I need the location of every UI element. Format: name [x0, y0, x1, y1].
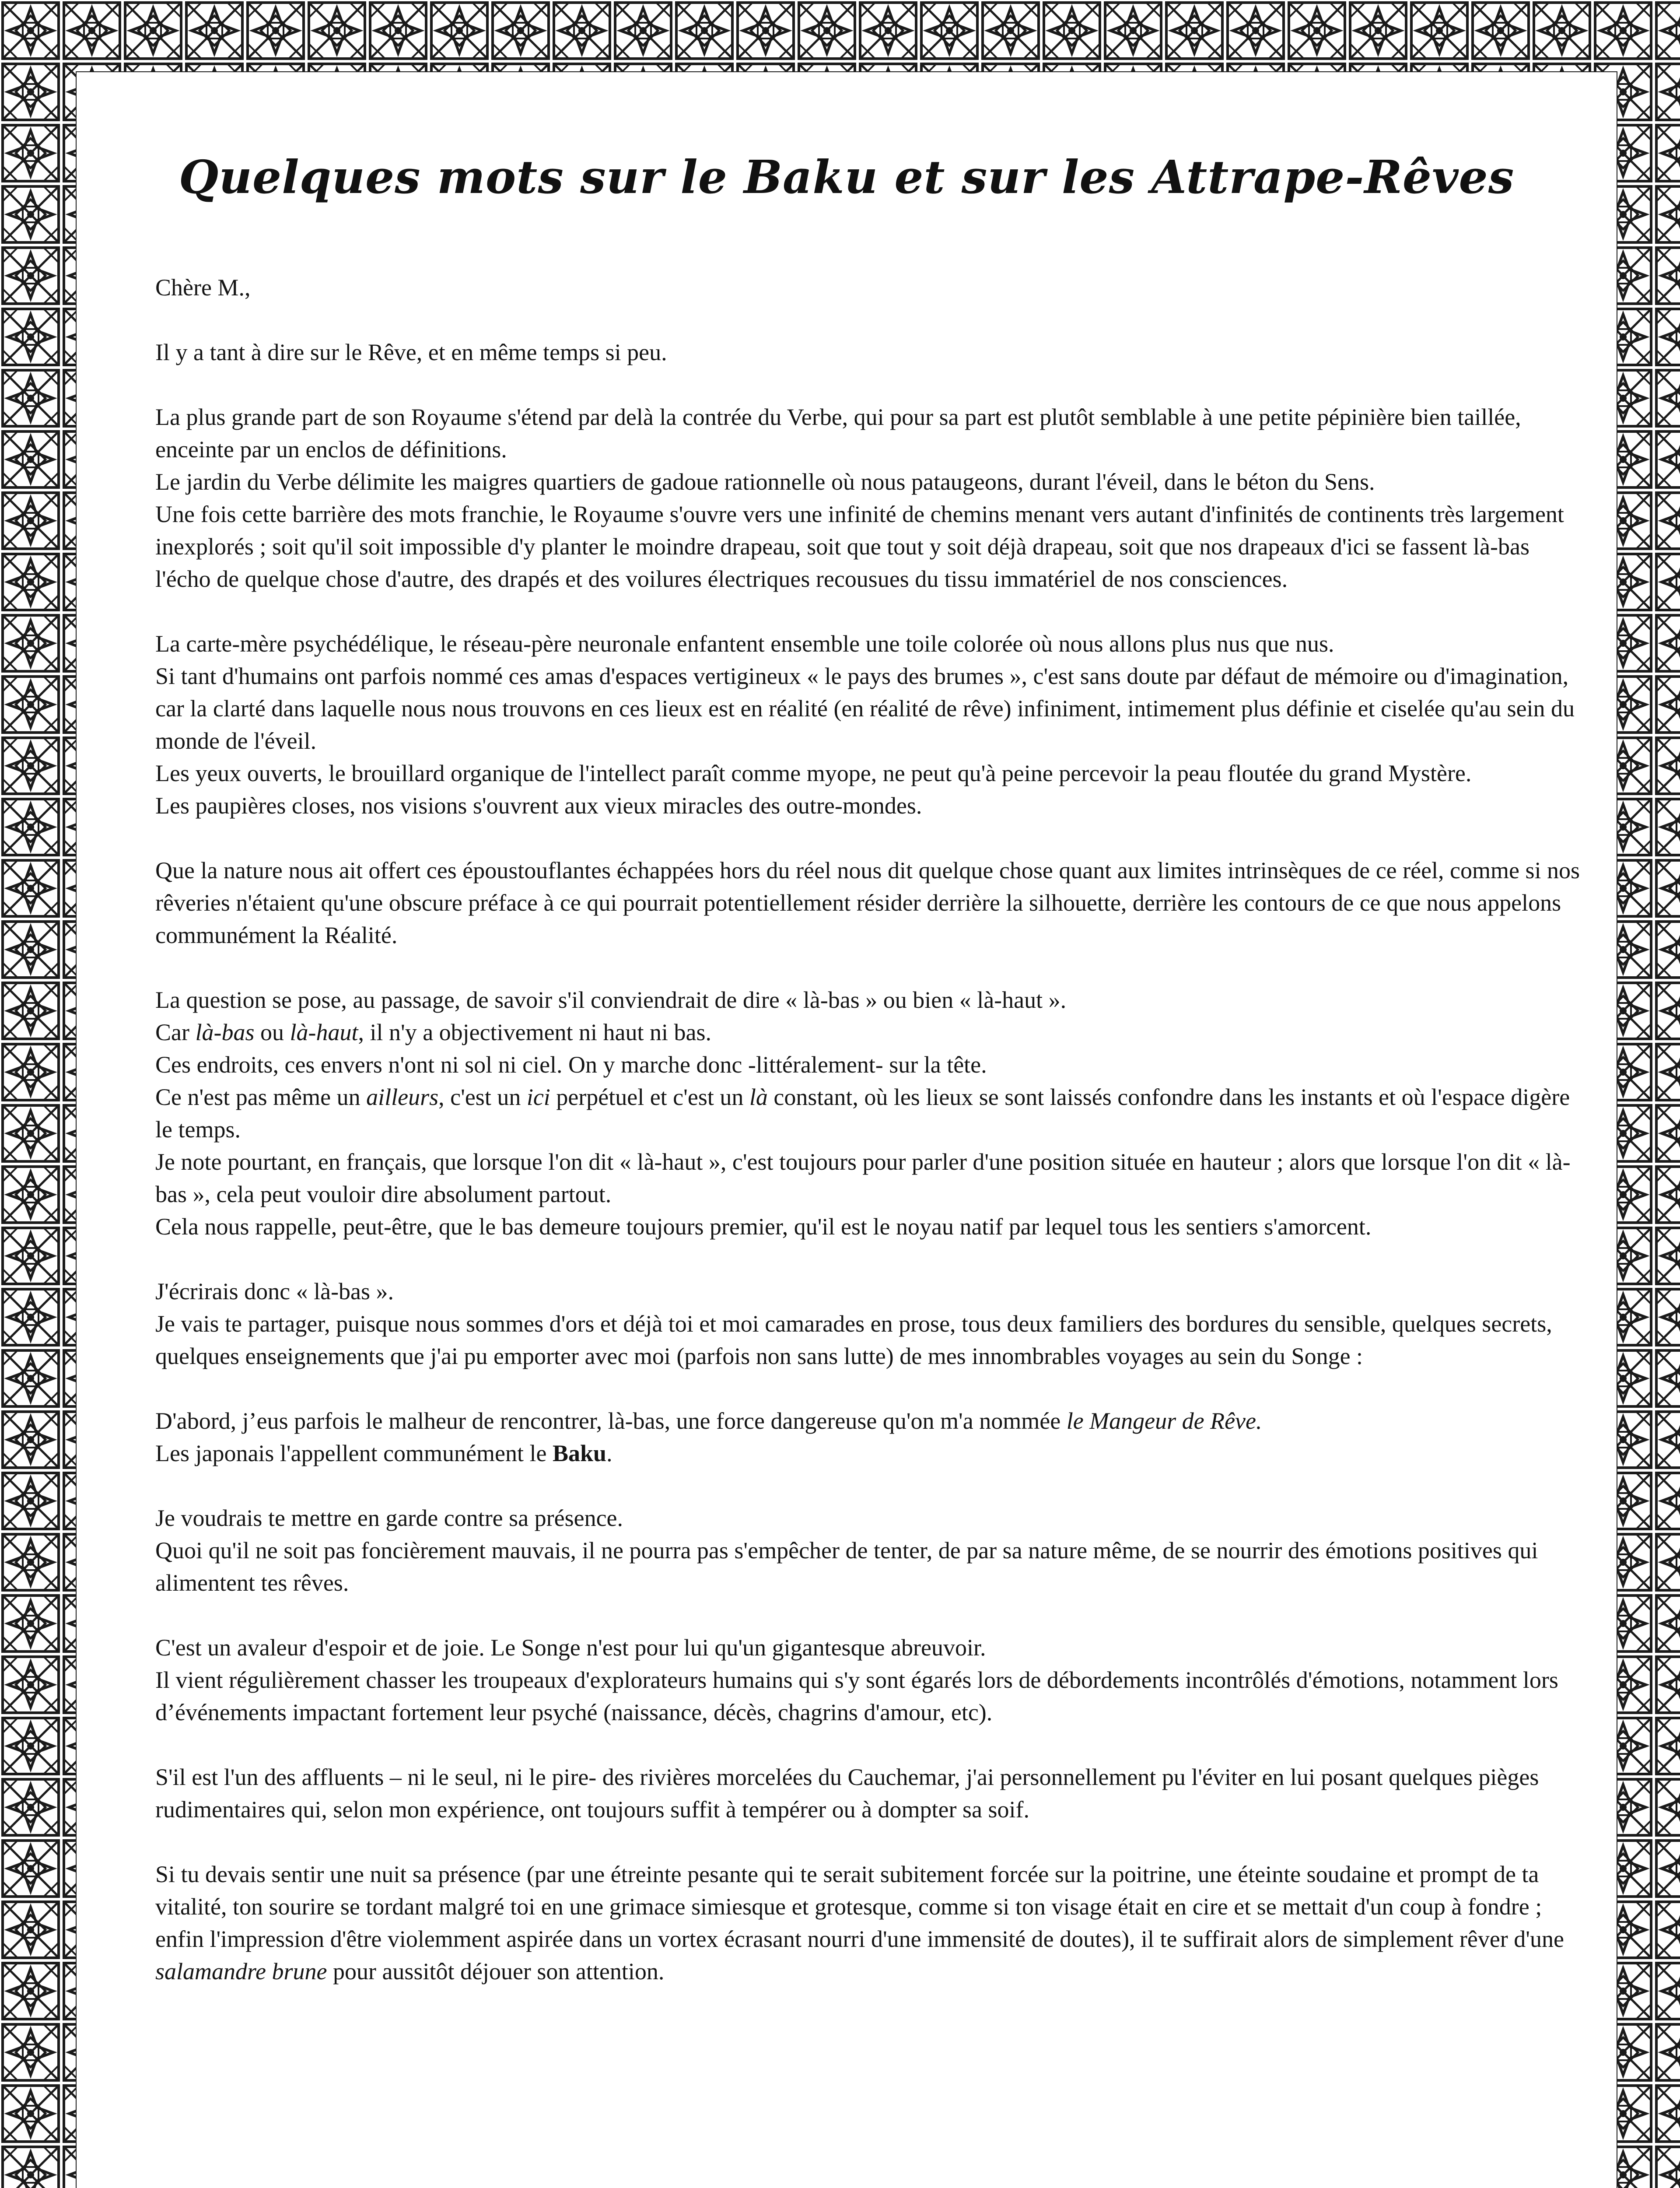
text-run: ou [254, 1019, 290, 1045]
greeting: Chère M., [155, 274, 251, 301]
paragraph-line: Il vient régulièrement chasser les troupeaux d'explorateurs humains qui s'y sont égarés lors de débordements incontrôlés d'émotions, notamment lors d’événements impactant fortement leur psyché (naissance, décès, chagrins d'amour, etc). [155, 1667, 1558, 1725]
letter-body [155, 271, 1582, 1988]
paragraph-line: La plus grande part de son Royaume s'étend par delà la contrée du Verbe, qui pour sa part est plutôt semblable à une petite pépinière bien taillée, enceinte par un enclos de définitions. [155, 404, 1521, 463]
document-title: Quelques mots sur le Baku et sur les Attrape-Rêves [178, 150, 1515, 204]
paragraph-line: Je note pourtant, en français, que lorsque l'on dit « là-haut », c'est toujours pour parler d'une position située en hauteur ; alors que lorsque l'on dit « là-bas », cela peut vouloir dire absolument partout. [155, 1149, 1571, 1207]
emphasis: salamandre brune [155, 1958, 327, 1985]
text-run: . [606, 1440, 612, 1466]
text-run: , il n'y a objectivement ni haut ni bas. [358, 1019, 712, 1045]
paragraph-line: Quoi qu'il ne soit pas foncièrement mauvais, il ne pourra pas s'empêcher de tenter, de par sa nature même, de se nourrir des émotions positives qui alimentent tes rêves. [155, 1537, 1538, 1596]
paragraph-line [155, 1858, 1582, 1988]
text-run: , c'est un [438, 1084, 527, 1110]
text-run: perpétuel et c'est un [550, 1084, 749, 1110]
text-run: Si tu devais sentir une nuit sa présence (par une étreinte pesante qui te serait subitement forcée sur la poitrine, une éteinte soudaine et prompt de ta vitalité, ton sourire se tordant malgré toi en une grimace simiesque et grotesque, comme si ton visage était en cire et se mettait d'un coup à fondre ; enfin l'impression d'être violemment aspirée dans un vortex écrasant nourri d'une immensité de doutes), il te suffirait alors de simplement rêver d'une [155, 1861, 1564, 1952]
emphasis: là [749, 1084, 768, 1110]
paragraph-line [155, 1437, 1582, 1469]
paragraph-line: Je voudrais te mettre en garde contre sa présence. [155, 1505, 623, 1531]
text-run: constant, où les lieux se sont laissés confondre dans les instants et où l'espace digère le temps. [155, 1084, 1570, 1143]
text-run: Les japonais l'appellent communément le [155, 1440, 553, 1466]
paragraph-intro: Il y a tant à dire sur le Rêve, et en même temps si peu. [155, 339, 667, 365]
paragraph-line: Les paupières closes, nos visions s'ouvrent aux vieux miracles des outre-mondes. [155, 792, 922, 819]
text-run: Car [155, 1019, 196, 1045]
paragraph-line: Que la nature nous ait offert ces époustouflantes échappées hors du réel nous dit quelque chose quant aux limites intrinsèques de ce réel, comme si nos rêveries n'étaient qu'une obscure préface à ce qui pourrait potentiellement résider derrière la silhouette, derrière les contours de ce que nous appelons communément la Réalité. [155, 857, 1580, 948]
emphasis: là-bas [195, 1019, 255, 1045]
paragraph-line [155, 1405, 1582, 1437]
paragraph-line: C'est un avaleur d'espoir et de joie. Le Songe n'est pour lui qu'un gigantesque abreuvoir. [155, 1634, 986, 1661]
paragraph-line: Cela nous rappelle, peut-être, que le bas demeure toujours premier, qu'il est le noyau natif par lequel tous les sentiers s'amorcent. [155, 1213, 1372, 1240]
paragraph-line: La question se pose, au passage, de savoir s'il conviendrait de dire « là-bas » ou bien « là-haut ». [155, 987, 1067, 1013]
paragraph-line [155, 1081, 1582, 1146]
text-run: pour aussitôt déjouer son attention. [327, 1958, 665, 1985]
paragraph-line: J'écrirais donc « là-bas ». [155, 1278, 394, 1304]
emphasis: le Mangeur de Rêve. [1066, 1408, 1262, 1434]
paragraph-line [155, 1016, 1582, 1048]
paragraph-line: Les yeux ouverts, le brouillard organique de l'intellect paraît comme myope, ne peut qu'à peine percevoir la peau floutée du grand Mystère. [155, 760, 1472, 786]
text-run: Ce n'est pas même un [155, 1084, 367, 1110]
emphasis: ici [526, 1084, 550, 1110]
paragraph-line: S'il est l'un des affluents – ni le seul, ni le pire- des rivières morcelées du Cauchemar, j'ai personnellement pu l'éviter en lui posant quelques pièges rudimentaires qui, selon mon expérience, ont toujours suffit à tempérer ou à dompter sa soif. [155, 1764, 1539, 1823]
letter-sheet [77, 72, 1617, 2188]
paragraph-line: Une fois cette barrière des mots franchie, le Royaume s'ouvre vers une infinité de chemins menant vers autant d'infinités de continents très largement inexplorés ; soit qu'il soit impossible d'y planter le moindre drapeau, soit que tout y soit déjà drapeau, soit que nos drapeaux d'ici se fassent là-bas l'écho de quelque chose d'autre, des drapés et des voilures électriques recousues du tissu immatériel de nos consciences. [155, 501, 1564, 592]
paragraph-line: Si tant d'humains ont parfois nommé ces amas d'espaces vertigineux « le pays des brumes », c'est sans doute par défaut de mémoire ou d'imagination, car la clarté dans laquelle nous nous trouvons en ces lieux est en réalité (en réalité de rêve) infiniment, intimement plus définie et ciselée qu'au sein du monde de l'éveil. [155, 663, 1575, 754]
emphasis: là-haut [290, 1019, 358, 1045]
text-run: D'abord, j’eus parfois le malheur de rencontrer, là-bas, une force dangereuse qu'on m'a nommée [155, 1408, 1067, 1434]
paragraph-line: Ces endroits, ces envers n'ont ni sol ni ciel. On y marche donc -littéralement- sur la tête. [155, 1052, 987, 1078]
bold-term: Baku [552, 1440, 607, 1466]
paragraph-line: Le jardin du Verbe délimite les maigres quartiers de gadoue rationnelle où nous pataugeons, durant l'éveil, dans le béton du Sens. [155, 469, 1375, 495]
paragraph-line: Je vais te partager, puisque nous sommes d'ors et déjà toi et moi camarades en prose, tous deux familiers des bordures du sensible, quelques secrets, quelques enseignements que j'ai pu emporter avec moi (parfois non sans lutte) de mes innombrables voyages au sein du Songe : [155, 1311, 1552, 1369]
emphasis: ailleurs [366, 1084, 439, 1110]
paragraph-line: La carte-mère psychédélique, le réseau-père neuronale enfantent ensemble une toile colorée où nous allons plus nus que nus. [155, 631, 1334, 657]
